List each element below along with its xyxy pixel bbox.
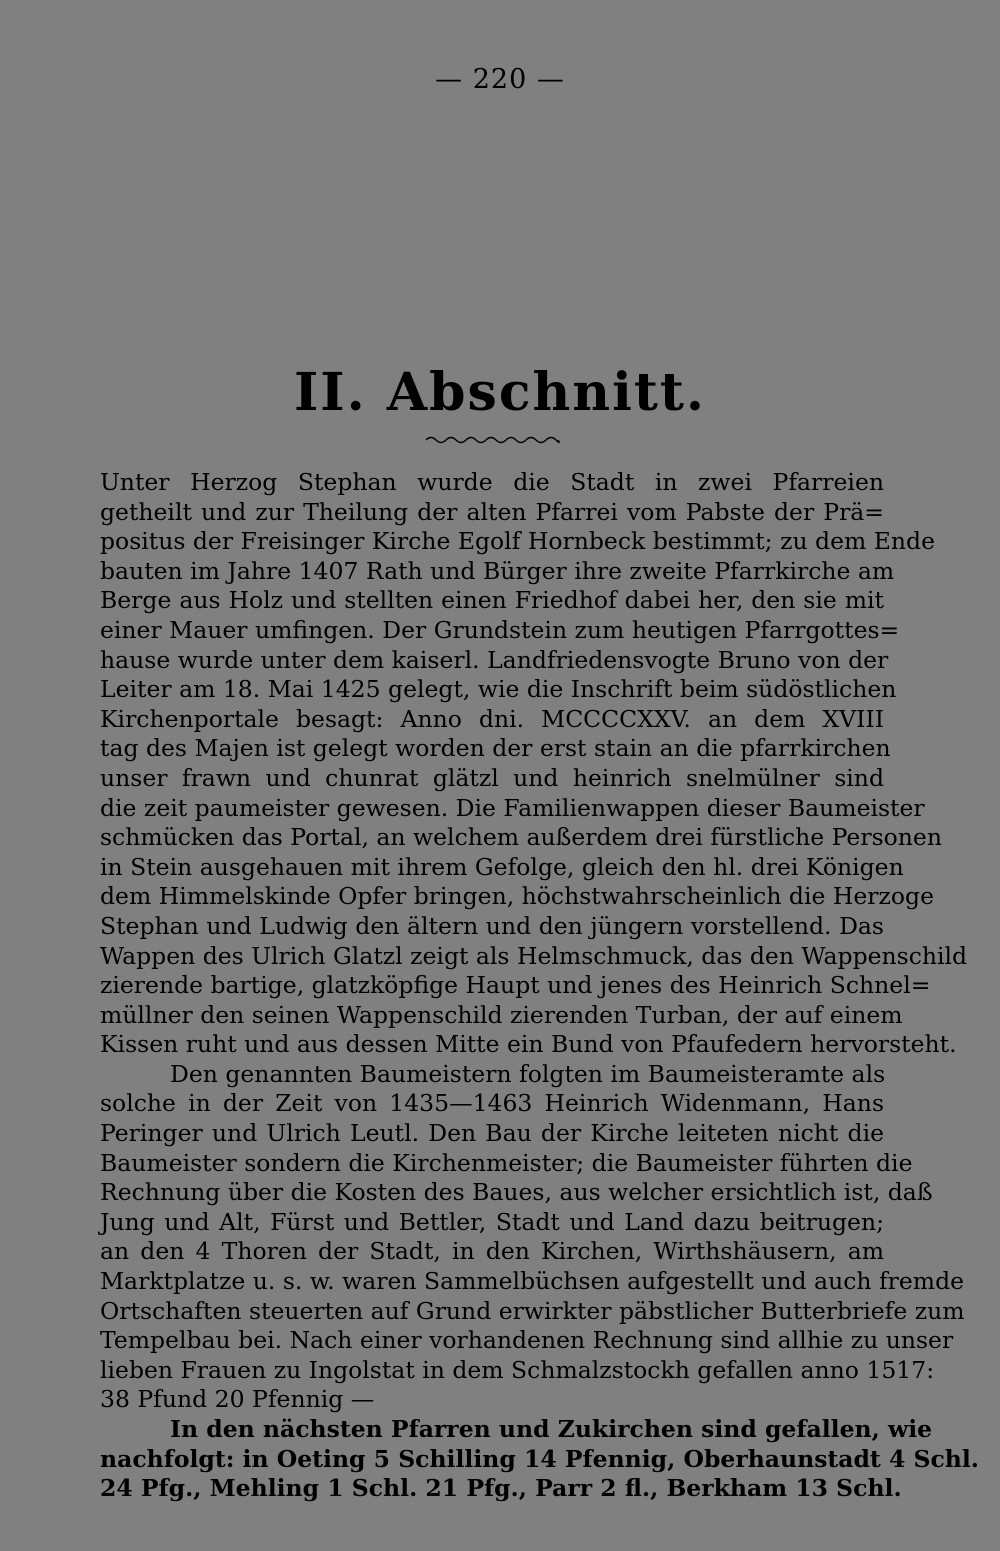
paragraph (100, 1415, 979, 1504)
page-number: — 220 — (435, 64, 565, 95)
text-line: dem Himmelskinde Opfer bringen, höchstwahrscheinlich die Herzoge (100, 882, 934, 911)
text-line: In den nächsten Pfarren und Zukirchen sind gefallen, wie (170, 1415, 933, 1443)
text-line: in Stein ausgehauen mit ihrem Gefolge, gleich den hl. drei Königen (100, 852, 904, 881)
text-line: lieben Frauen zu Ingolstat in dem Schmalzstockh gefallen anno 1517: (100, 1355, 935, 1384)
text-line: Stephan und Ludwig den ältern und den jüngern vorstellend. Das (100, 911, 884, 940)
text-line: zierende bartige, glatzköpfige Haupt und jenes des Heinrich Schnel= (100, 971, 931, 1000)
text-line: solche in der Zeit von 1435—1463 Heinrich Widenmann, Hans (100, 1089, 884, 1118)
text-line: Unter Herzog Stephan wurde die Stadt in zwei Pfarreien (100, 468, 884, 496)
text-line: tag des Majen ist gelegt worden der erst stain an die pfarrkirchen (100, 734, 891, 763)
text-line: Kirchenportale besagt: Anno dni. MCCCCXXV. an dem XVIII (100, 704, 884, 733)
text-line: unser frawn und chunrat glätzl und heinrich snelmülner sind (100, 763, 884, 792)
text-line: Tempelbau bei. Nach einer vorhandenen Rechnung sind allhie zu unser (100, 1326, 954, 1355)
text-line: Peringer und Ulrich Leutl. Den Bau der Kirche leiteten nicht die (100, 1119, 884, 1148)
text-line: bauten im Jahre 1407 Rath und Bürger ihre zweite Pfarrkirche am (100, 556, 895, 585)
text-line: Den genannten Baumeistern folgten im Baumeisteramte als (170, 1059, 886, 1088)
text-line: positus der Freisinger Kirche Egolf Hornbeck bestimmt; zu dem Ende (100, 527, 935, 556)
text-line: Berge aus Holz und stellten einen Friedhof dabei her, den sie mit (100, 586, 884, 615)
text-line: getheilt und zur Theilung der alten Pfarrei vom Pabste der Prä= (100, 497, 884, 526)
text-line: 24 Pfg., Mehling 1 Schl. 21 Pfg., Parr 2 fl., Berkham 13 Schl. (100, 1474, 902, 1503)
text-line: 38 Pfund 20 Pfennig — (100, 1385, 375, 1414)
text-line: Wappen des Ulrich Glatzl zeigt als Helmschmuck, das den Wappenschild (100, 941, 968, 970)
text-line: die zeit paumeister gewesen. Die Familienwappen dieser Baumeister (100, 793, 925, 822)
text-line: Rechnung über die Kosten des Baues, aus welcher ersichtlich ist, daß (100, 1178, 933, 1207)
text-line: einer Mauer umfingen. Der Grundstein zum heutigen Pfarrgottes= (100, 615, 900, 644)
text-line: schmücken das Portal, an welchem außerdem drei fürstliche Personen (100, 823, 942, 852)
text-line: Marktplatze u. s. w. waren Sammelbüchsen aufgestellt und auch fremde (100, 1267, 965, 1296)
text-line: nachfolgt: in Oeting 5 Schilling 14 Pfennig, Oberhaunstadt 4 Schl. (100, 1444, 979, 1473)
text-line: müllner den seinen Wappenschild zierenden Turban, der auf einem (100, 1000, 903, 1029)
text-line: Ortschaften steuerten auf Grund erwirkter päbstlicher Butterbriefe zum (100, 1296, 965, 1325)
section-title: II. Abschnitt. (293, 362, 706, 423)
body-text (100, 468, 979, 1504)
decorative-rule (426, 432, 558, 448)
text-line: Leiter am 18. Mai 1425 gelegt, wie die Inschrift beim südöstlichen (100, 675, 897, 704)
paragraph (100, 1059, 965, 1415)
paragraph (100, 468, 968, 1060)
text-line: an den 4 Thoren der Stadt, in den Kirchen, Wirthshäusern, am (100, 1237, 884, 1266)
text-line: Kissen ruht und aus dessen Mitte ein Bund von Pfaufedern hervorsteht. (100, 1030, 957, 1059)
text-line: Jung und Alt, Fürst und Bettler, Stadt und Land dazu beitrugen; (100, 1207, 884, 1236)
text-line: hause wurde unter dem kaiserl. Landfriedensvogte Bruno von der (100, 645, 889, 674)
text-line: Baumeister sondern die Kirchenmeister; die Baumeister führten die (100, 1148, 913, 1177)
